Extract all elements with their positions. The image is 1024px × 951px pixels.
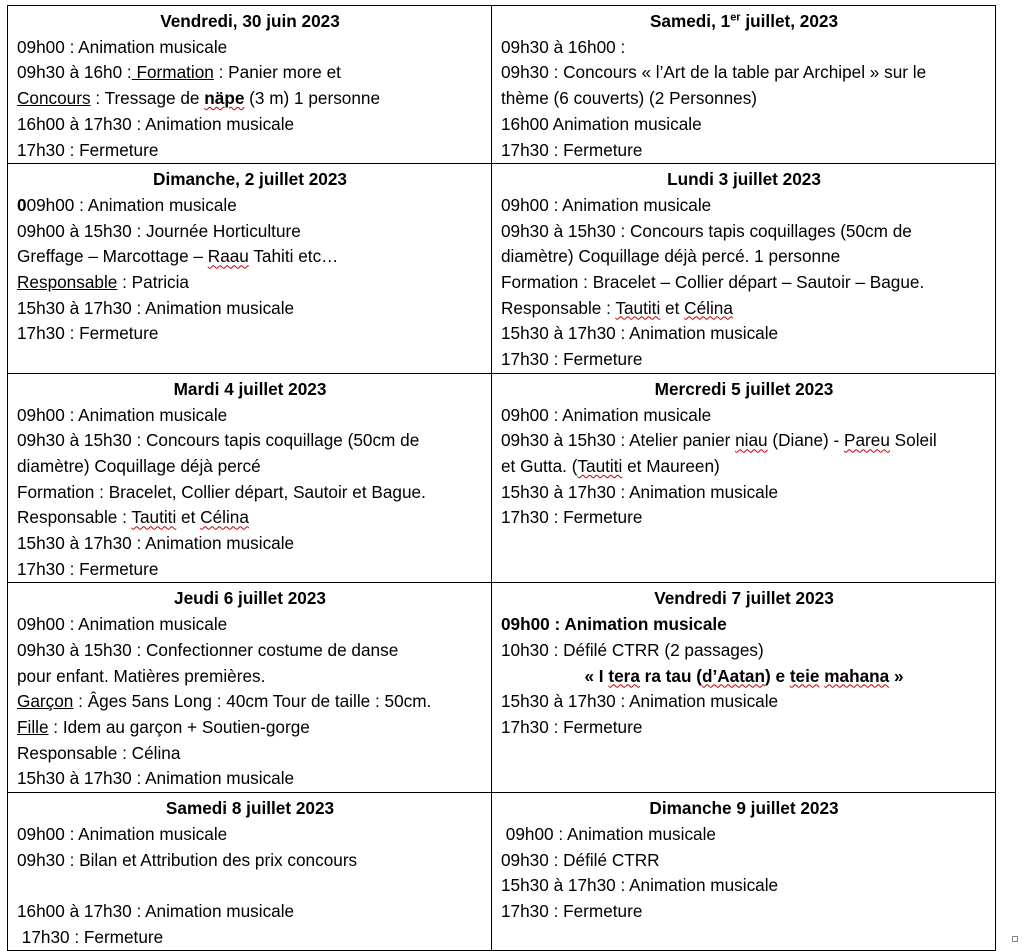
schedule-line: 17h30 : Fermeture	[17, 558, 159, 579]
schedule-line: diamètre) Coquillage déjà percé. 1 personne	[501, 246, 841, 267]
day-cell-mardi-4-juillet	[8, 373, 492, 583]
schedule-line: 09h00 : Animation musicale	[501, 194, 712, 215]
schedule-line: 17h30 : Fermeture	[501, 139, 643, 160]
schedule-line: 09h00 à 15h30 : Journée Horticulture	[17, 220, 301, 241]
schedule-line: 09h30 : Bilan et Attribution des prix concours	[17, 849, 358, 870]
schedule-line: 16h00 à 17h30 : Animation musicale	[17, 113, 295, 134]
schedule-line: Responsable : Tautiti et Célina	[501, 297, 733, 318]
schedule-line: 17h30 : Fermeture	[17, 323, 159, 344]
schedule-line: 09h00 : Animation musicale	[17, 36, 228, 57]
schedule-line: 09h30 à 15h30 : Concours tapis coquillage (50cm de	[17, 430, 420, 451]
schedule-line: Concours : Tressage de näpe (3 m) 1 personne	[17, 88, 381, 109]
day-heading: Mardi 4 juillet 2023	[173, 378, 327, 399]
day-heading: Lundi 3 juillet 2023	[667, 169, 821, 190]
schedule-line: 09h30 à 15h30 : Confectionner costume de danse	[17, 639, 399, 660]
schedule-line: Garçon : Âges 5ans Long : 40cm Tour de taille : 50cm.	[17, 691, 432, 712]
schedule-line: 09h30 : Concours « l’Art de la table par Archipel » sur le	[501, 62, 927, 83]
day-heading: Vendredi, 30 juin 2023	[160, 11, 340, 31]
day-cell-samedi-8-juillet	[8, 793, 492, 951]
schedule-line: 15h30 à 17h30 : Animation musicale	[501, 481, 779, 502]
schedule-line: 09h00 : Animation musicale	[17, 823, 228, 844]
schedule-line: 17h30 : Fermeture	[501, 900, 643, 921]
schedule-line: Fille : Idem au garçon + Soutien-gorge	[17, 716, 310, 737]
day-cell-samedi-1-juillet	[492, 6, 996, 164]
day-heading: Jeudi 6 juillet 2023	[174, 588, 326, 609]
schedule-line: 009h00 : Animation musicale	[17, 194, 237, 215]
schedule-line: 15h30 à 17h30 : Animation musicale	[501, 875, 779, 896]
schedule-line: 09h00 : Animation musicale	[17, 404, 228, 425]
schedule-line: 15h30 à 17h30 : Animation musicale	[17, 533, 295, 554]
schedule-line: 16h00 à 17h30 : Animation musicale	[17, 900, 295, 921]
day-cell-dimanche-2-juillet	[8, 164, 492, 374]
schedule-line: 09h00 : Animation musicale	[501, 614, 727, 635]
schedule-line: 15h30 à 17h30 : Animation musicale	[17, 297, 295, 318]
day-heading: Vendredi 7 juillet 2023	[654, 588, 834, 609]
schedule-line: 17h30 : Fermeture	[501, 716, 643, 737]
schedule-table	[7, 5, 996, 951]
schedule-line: 09h00 : Animation musicale	[501, 823, 716, 844]
day-cell-vendredi-30-juin	[8, 6, 492, 164]
table-row	[8, 373, 996, 583]
day-cell-mercredi-5-juillet	[492, 373, 996, 583]
schedule-line: 15h30 à 17h30 : Animation musicale	[501, 323, 779, 344]
schedule-line: Responsable : Tautiti et Célina	[17, 507, 249, 528]
day-cell-jeudi-6-juillet	[8, 583, 492, 793]
day-heading: Mercredi 5 juillet 2023	[654, 378, 834, 399]
schedule-line: 09h30 à 16h00 :	[501, 36, 626, 57]
schedule-line: 09h30 à 15h30 : Concours tapis coquillages (50cm de	[501, 220, 912, 241]
day-cell-lundi-3-juillet	[492, 164, 996, 374]
table-row	[8, 6, 996, 164]
day-cell-dimanche-9-juillet	[492, 793, 996, 951]
day-heading: Dimanche, 2 juillet 2023	[153, 169, 347, 190]
schedule-line: Greffage – Marcottage – Raau Tahiti etc…	[17, 246, 339, 267]
table-row	[8, 793, 996, 951]
schedule-line: 09h00 : Animation musicale	[17, 614, 228, 635]
table-resize-handle[interactable]	[1012, 936, 1018, 942]
schedule-line: Responsable : Célina	[17, 742, 181, 763]
schedule-line: 15h30 à 17h30 : Animation musicale	[17, 768, 295, 789]
day-heading: Samedi, 1er juillet, 2023	[649, 11, 839, 31]
schedule-line: 16h00 Animation musicale	[501, 113, 702, 134]
schedule-line: 17h30 : Fermeture	[501, 507, 643, 528]
day-cell-vendredi-7-juillet	[492, 583, 996, 793]
schedule-line: Formation : Bracelet – Collier départ – Sautoir – Bague.	[501, 272, 925, 293]
schedule-line: 17h30 : Fermeture	[17, 139, 159, 160]
schedule-line: 09h30 à 15h30 : Atelier panier niau (Diane) - Pareu Soleil	[501, 430, 937, 451]
schedule-line: 17h30 : Fermeture	[17, 926, 164, 947]
schedule-line: 09h30 à 16h0 : Formation : Panier more et	[17, 62, 341, 83]
day-heading: Samedi 8 juillet 2023	[165, 798, 335, 819]
schedule-line: 09h30 : Défilé CTRR	[501, 849, 660, 870]
schedule-line: pour enfant. Matières premières.	[17, 665, 266, 686]
schedule-line: 09h00 : Animation musicale	[501, 404, 712, 425]
schedule-line: Formation : Bracelet, Collier départ, Sautoir et Bague.	[17, 481, 426, 502]
schedule-line: 15h30 à 17h30 : Animation musicale	[501, 691, 779, 712]
schedule-line: Responsable : Patricia	[17, 272, 189, 293]
empty-line	[17, 873, 483, 899]
schedule-line: et Gutta. (Tautiti et Maureen)	[501, 455, 720, 476]
schedule-line: 10h30 : Défilé CTRR (2 passages)	[501, 639, 764, 660]
day-heading: Dimanche 9 juillet 2023	[649, 798, 839, 819]
schedule-line: 17h30 : Fermeture	[501, 349, 643, 370]
table-row	[8, 164, 996, 374]
schedule-line: thème (6 couverts) (2 Personnes)	[501, 88, 758, 109]
schedule-line: diamètre) Coquillage déjà percé	[17, 455, 261, 476]
table-row	[8, 583, 996, 793]
event-title: « I tera ra tau (d’Aatan) e teie mahana »	[584, 665, 904, 686]
